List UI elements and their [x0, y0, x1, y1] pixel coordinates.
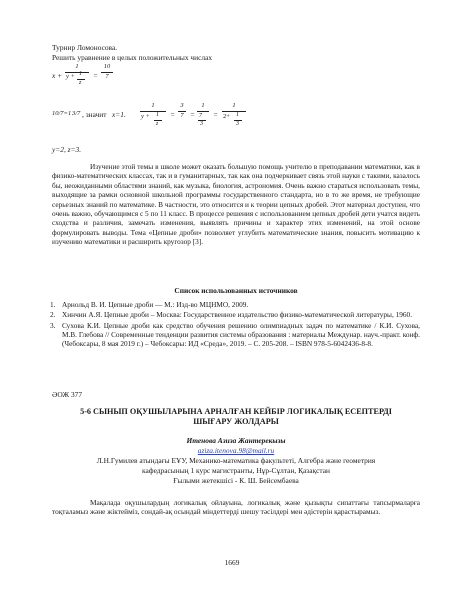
solution-three-seven: 3/7	[72, 110, 81, 117]
sol-one-c: 1	[232, 102, 236, 109]
supervisor-line: Ғылыми жетекшісі - К. Ш. Бейсембаева	[173, 476, 299, 485]
author-affiliation-2: кафедрасының 1 курс магистранты, Нұр-Сұлтан, Қазақстан	[142, 466, 330, 475]
tournament-line: Турнир Ломоносова.	[52, 43, 118, 52]
reference-text: Сухова К.И. Цепные дроби как средство обучения решению олимпиадных задач по математике / К.И. Сухова, М.В. Глебова // Современные тенденции развития системы образования : материалы Междунар. науч.-практ. конф. (Чебоксары, 8 мая 2019 г.) – Чебоксары: ИД «Среда», 2019. – С. 205-208. – ISBN 978-5-6042436-8-8.	[62, 320, 420, 349]
eq-inner-one: 1	[79, 71, 82, 77]
body-paragraph: Изучение этой темы в школе может оказать большую помощь учителю в преподавании математики, как в физико-математических классах, так и в гуманитарных, так как она подчеркивает связь этой науки с такими, казалось бы, неожиданными областями знаний, как музыка, биология, астрономия. Очень важно стараться использовать темы, выходящие за рамки основной школьной программы государственного стандарта, но в то же время, не требующие серьезных знаний по математике. В частности, это относится и к теории цепных дробей. Этот материал доступен, что очень важно, обучающимся с 5 по 11 класс. В процессе решения с использованием цепных дробей дети учатся видеть сходства и различия, замечать изменения, выявлять причины и характер этих изменений, на этой основе формулировать выводы. Тема «Цепные дроби» позволяет углубить математические знания, повысить мотивацию к изучению математики и расширить кругозор [3].	[52, 162, 420, 247]
sol-bar4	[222, 111, 246, 112]
sol-three: 3	[180, 102, 184, 109]
sol-one-b: 1	[201, 102, 205, 109]
sol-seven: 7	[180, 112, 184, 119]
author-name: Итенова Азиза Жантерекызы	[186, 436, 286, 445]
eq-one: 1	[75, 63, 79, 70]
abstract-paragraph: Мақалада оқушылардың логикалық ойлауына, логикалық және қызықты сипаттағы тапсырмаларға тоқталамыз және жіктейміз, сондай-ақ осындай міндеттерді шешу тәсілдері мен әдістерін қарастырамыз.	[52, 498, 420, 517]
eq-y-plus: y +	[66, 73, 75, 80]
references-title: Список использованных источников	[174, 286, 298, 295]
reference-text: Арнольд В. И. Цепные дроби — М.: Изд-во МЦНМО, 2009.	[62, 300, 249, 309]
sol-one: 1	[151, 102, 155, 109]
reference-number: 3.	[50, 320, 56, 330]
sol-bar	[140, 111, 166, 112]
references-list	[50, 300, 420, 349]
reference-item	[50, 321, 420, 349]
author-email-link[interactable]: aziza.itenova.98@mail.ru	[197, 446, 275, 455]
author-email-wrap	[40, 446, 432, 455]
udc-code: ӘОЖ 377	[52, 390, 83, 399]
sol-eq1: =	[170, 110, 175, 119]
sol-bar3	[197, 111, 209, 112]
article-title-line2: ШЫҒАРУ ЖОЛДАРЫ	[193, 417, 279, 426]
sol-inner-one: 1	[156, 112, 159, 118]
solution-x-equals: x=1.	[112, 110, 126, 119]
eq-z: z	[79, 80, 82, 86]
article-title-line1: 5-6 СЫНЫП ОҚУШЫЛАРЫНА АРНАЛҒАН КЕЙБІР ЛОГИКАЛЫҚ ЕСЕПТЕРДІ	[80, 407, 392, 416]
eq-ten: 10	[103, 63, 111, 70]
sol-seven-b: 7	[199, 113, 202, 119]
eq-seven: 7	[105, 73, 109, 80]
sol-one-d: 1	[236, 112, 239, 118]
reference-number: 2.	[50, 310, 56, 320]
reference-item	[50, 310, 420, 319]
solution-line	[52, 102, 352, 142]
sol-eq3: =	[213, 110, 218, 119]
solution-prefix: 10/7=1	[52, 110, 72, 117]
page-number: 1669	[224, 558, 240, 567]
eq-equals: =	[93, 71, 98, 80]
eq-x-plus: x +	[52, 71, 63, 80]
sol-three-c: 3	[236, 121, 239, 127]
sol-three-b: 3	[200, 121, 203, 127]
solution-answer: y=2, z=3.	[52, 145, 82, 154]
reference-number: 1.	[50, 300, 56, 309]
task-statement: Решить уравнение в целых положительных числах	[52, 53, 213, 62]
author-affiliation-1: Л.Н.Гумилев атындағы ЕҰУ, Механико-математика факультеті, Алгебра және геометрия	[96, 456, 376, 465]
sol-eq2: =	[190, 110, 195, 119]
sol-z: z	[156, 121, 159, 127]
solution-znachit: , значит	[82, 110, 107, 119]
reference-item	[50, 300, 420, 309]
reference-text: Хинчин А.Я. Цепные дроби – Москва: Государственное издательство физико-математической литературы, 1960.	[62, 310, 413, 320]
sol-two-plus: 2+	[223, 113, 230, 120]
sol-y-plus: y +	[141, 113, 150, 120]
